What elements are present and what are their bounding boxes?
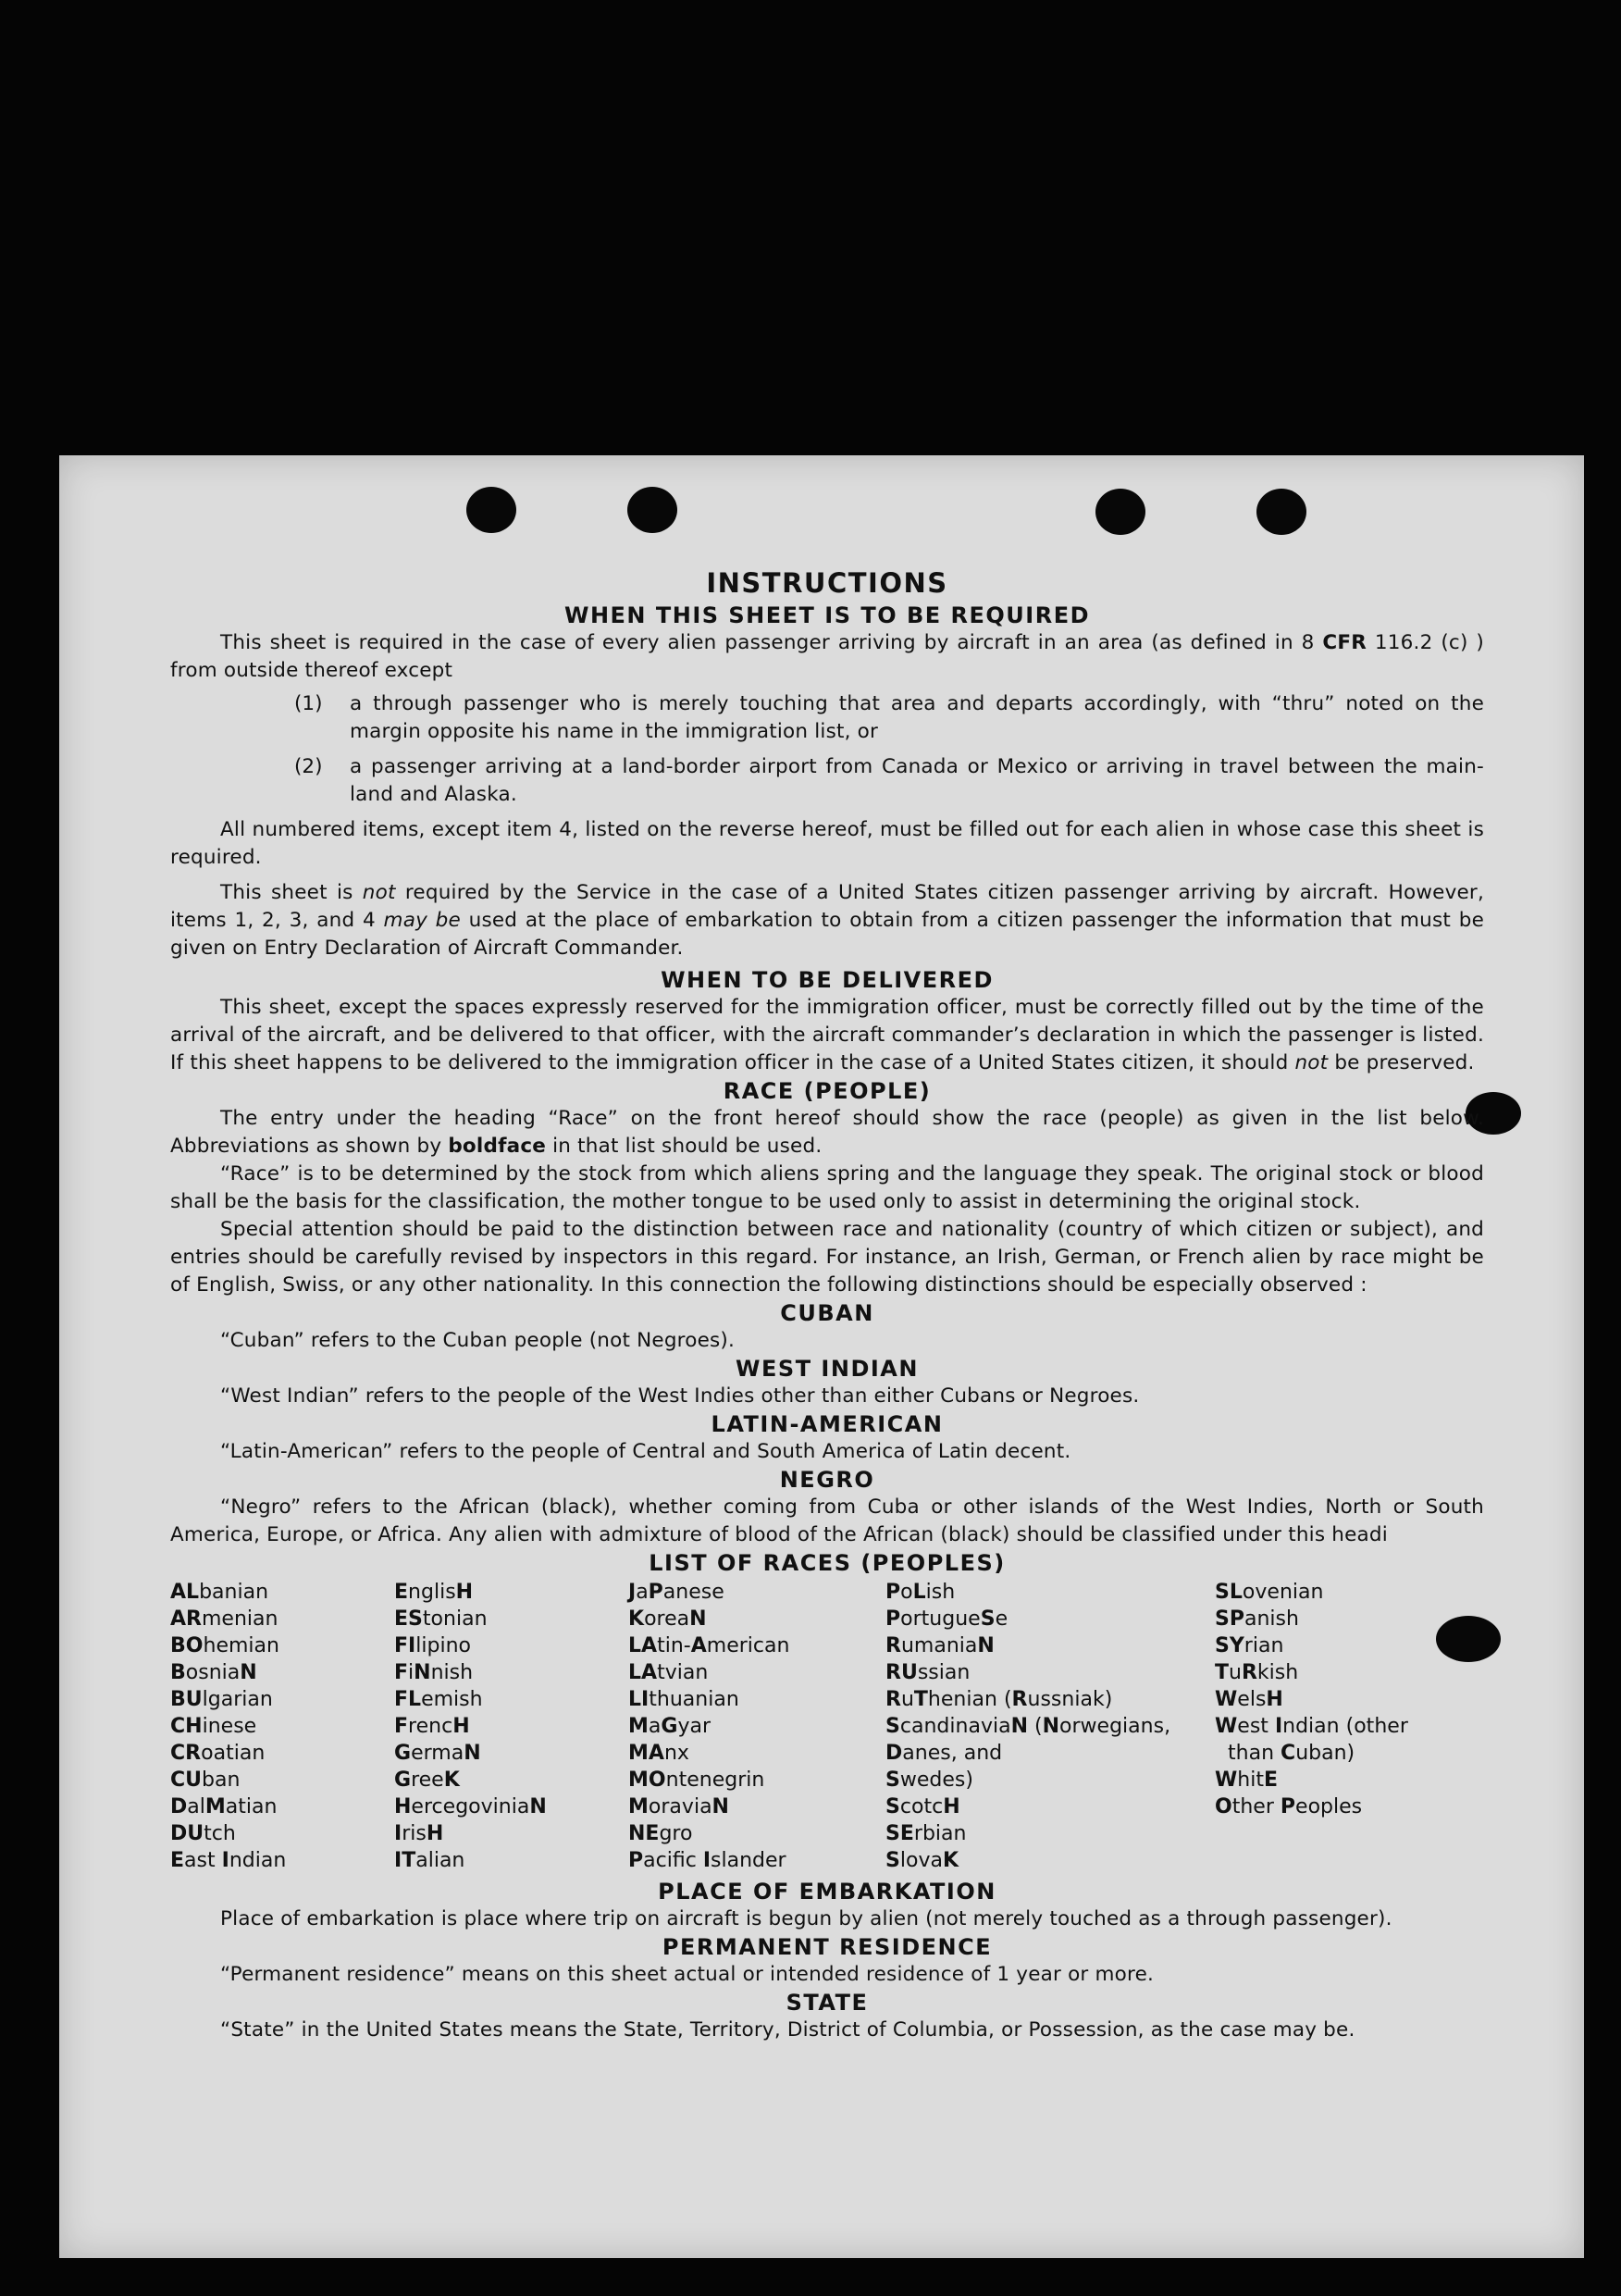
punch-hole (627, 487, 677, 533)
text-span: 116.2 (c) ) from outside thereof except (170, 631, 1484, 682)
race-item: BosniaN (170, 1661, 257, 1684)
races-column (628, 1579, 885, 1874)
race-item: RumaniaN (885, 1634, 995, 1657)
race-item: Other Peoples (1215, 1795, 1363, 1818)
race-item: than Cuban) (1228, 1742, 1355, 1765)
race-item: EStonian (394, 1607, 488, 1631)
heading-state: STATE (786, 1990, 869, 2016)
text-span-bold: boldface (448, 1135, 547, 1158)
heading-latin-american: LATIN-AMERICAN (711, 1411, 944, 1437)
race-item: LIthuanian (628, 1688, 739, 1711)
text-span: The entry under the heading “Race” on the front hereof should show the race (people) as given in the list below. Abbreviations as shown by (170, 1107, 1484, 1158)
races-column (170, 1579, 394, 1874)
race-item: Swedes) (885, 1769, 973, 1792)
paragraph-delivered (170, 994, 1484, 1077)
race-item: SlovaK (885, 1849, 959, 1872)
text-span: be preserved. (1328, 1051, 1475, 1074)
heading-delivered: WHEN TO BE DELIVERED (661, 967, 994, 993)
race-item: Danes, and (885, 1742, 1003, 1765)
text-span-italic: not (362, 881, 396, 904)
exception-item-2 (170, 753, 1484, 809)
text-span-italic: not (1294, 1051, 1329, 1074)
race-item: GermaN (394, 1742, 481, 1765)
paragraph-citizen (170, 879, 1484, 962)
punch-hole (466, 487, 516, 533)
item-number: (1) (294, 692, 323, 715)
instructions-text (170, 565, 1484, 2044)
paragraph-required-intro (170, 629, 1484, 685)
race-item: ALbanian (170, 1581, 269, 1604)
race-item: SYrian (1215, 1634, 1284, 1657)
paragraph-embarkation: Place of embarkation is place where trip on aircraft is begun by alien (not merely touched as a through passenger). (220, 1907, 1392, 1930)
paragraph-west-indian: “West Indian” refers to the people of the West Indies other than either Cubans or Negroes. (220, 1384, 1140, 1408)
race-item: JaPanese (628, 1581, 724, 1604)
races-list (170, 1579, 1484, 1874)
race-item: BUlgarian (170, 1688, 273, 1711)
heading-place-of-embarkation: PLACE OF EMBARKATION (658, 1879, 996, 1905)
race-item: SLovenian (1215, 1581, 1324, 1604)
race-item: KoreaN (628, 1607, 707, 1631)
race-item: FiNnish (394, 1661, 474, 1684)
paragraph-numbered-items: All numbered items, except item 4, listed on the reverse hereof, must be filled out for each alien in whose case this sheet is required. (170, 818, 1484, 869)
text-span: This sheet, except the spaces expressly reserved for the immigration officer, must be correctly filled out by the time of the arrival of the aircraft, and be delivered to that officer, with the aircraft commander’s declaration in which the passenger is listed. If this sheet happens to be delivered to the immigration officer in the case of a United States citizen, it should (170, 996, 1484, 1074)
race-item: LAtin-American (628, 1634, 790, 1657)
paragraph-state: “State” in the United States means the State, Territory, District of Columbia, or Possession, as the case may be. (220, 2018, 1355, 2042)
race-item: DUtch (170, 1822, 236, 1845)
race-item: ITalian (394, 1849, 465, 1872)
heading-permanent-residence: PERMANENT RESIDENCE (662, 1934, 993, 1960)
text-span: This sheet is (220, 881, 363, 904)
race-item: LAtvian (628, 1661, 709, 1684)
heading-negro: NEGRO (779, 1467, 875, 1493)
race-item: FrencH (394, 1715, 470, 1738)
race-item: Pacifc Islander (628, 1849, 786, 1872)
paragraph-negro: “Negro” refers to the African (black), whether coming from Cuba or other islands of the West Indies, North or South America, Europe, or Africa. Any alien with admixture of blood of the African (black) should be classified under this headi (170, 1496, 1484, 1546)
race-item: CUban (170, 1769, 241, 1792)
text-span: required by the Service in the case of a United States citizen passenger arriving by aircraft. However, items 1, 2, 3, and 4 (170, 881, 1485, 932)
race-item: GreeK (394, 1769, 460, 1792)
race-item: EnglisH (394, 1581, 474, 1604)
race-item: RUssian (885, 1661, 971, 1684)
document-page (59, 455, 1584, 2258)
race-item: ScandinaviaN (Norwegians, (885, 1715, 1171, 1738)
race-item: TuRkish (1215, 1661, 1299, 1684)
race-item: PortugueSe (885, 1607, 1008, 1631)
paragraph-cuban: “Cuban” refers to the Cuban people (not Negroes). (220, 1329, 736, 1352)
race-item: MAnx (628, 1742, 689, 1765)
race-item: ScotcH (885, 1795, 960, 1818)
text-span: This sheet is required in the case of every alien passenger arriving by aircraft in an area (as defined in 8 (220, 631, 1323, 654)
race-item: FIlipino (394, 1634, 471, 1657)
race-item: FLemish (394, 1688, 483, 1711)
race-item: NEgro (628, 1822, 693, 1845)
heading-list-of-races: LIST OF RACES (PEOPLES) (649, 1550, 1006, 1576)
paragraph-race-stock: “Race” is to be determined by the stock from which aliens spring and the language they speak. The original stock or blood shall be the basis for the classification, the mother tongue to be used only to assist in determining the original stock. (170, 1162, 1484, 1213)
item-text: a through passenger who is merely touching that area and departs accordingly, with “thru” noted on the margin opposite his name in the immigration list, or (350, 692, 1484, 743)
heading-race: RACE (PEOPLE) (723, 1078, 932, 1104)
race-item: BOhemian (170, 1634, 279, 1657)
item-number: (2) (294, 755, 323, 778)
page-title: INSTRUCTIONS (706, 567, 948, 599)
race-item: MOntenegrin (628, 1769, 765, 1792)
item-text: a passenger arriving at a land-border airport from Canada or Mexico or arriving in travel between the main-land and Alaska. (350, 755, 1484, 806)
text-span-italic: may be (383, 909, 461, 932)
race-item: ARmenian (170, 1607, 278, 1631)
race-item: CHinese (170, 1715, 257, 1738)
heading-required: WHEN THIS SHEET IS TO BE REQUIRED (563, 602, 1091, 628)
race-item: PoLish (885, 1581, 956, 1604)
race-item: RuThenian (Russniak) (885, 1688, 1113, 1711)
race-item: West Indian (other (1215, 1715, 1408, 1738)
text-span: in that list should be used. (546, 1135, 823, 1158)
race-item: HercegoviniaN (394, 1795, 547, 1818)
text-span-bold: CFR (1322, 631, 1367, 654)
heading-cuban: CUBAN (780, 1300, 874, 1326)
paragraph-race-nationality: Special attention should be paid to the distinction between race and nationality (country of which citizen or subject), and entries should be carefully revised by inspectors in this regard. For instance, an Irish, German, or French alien by race might be of English, Swiss, or any other nationality. In this connection the following distinctions should be especially observed : (170, 1218, 1484, 1297)
race-item: SPanish (1215, 1607, 1299, 1631)
race-item: MaGyar (628, 1715, 712, 1738)
race-item: IrisH (394, 1822, 444, 1845)
text-span: used at the place of embarkation to obtain from a citizen passenger the information that must be given on Entry Declaration of Aircraft Commander. (170, 909, 1484, 960)
races-column (885, 1579, 1215, 1874)
punch-hole (1256, 489, 1306, 535)
paragraph-latin-american: “Latin-American” refers to the people of Central and South America of Latin decent. (220, 1440, 1071, 1463)
race-item: SErbian (885, 1822, 967, 1845)
exception-item-1 (170, 690, 1484, 746)
race-item: WelsH (1215, 1688, 1283, 1711)
punch-hole (1095, 489, 1145, 535)
paragraph-race-entry (170, 1105, 1484, 1160)
race-item: CRoatian (170, 1742, 266, 1765)
races-column (1215, 1579, 1474, 1874)
races-column (394, 1579, 628, 1874)
paragraph-residence: “Permanent residence” means on this sheet actual or intended residence of 1 year or more. (220, 1963, 1155, 1986)
race-item: MoraviaN (628, 1795, 729, 1818)
heading-west-indian: WEST INDIAN (736, 1356, 919, 1382)
race-item: DalMatian (170, 1795, 278, 1818)
race-item: WhitE (1215, 1769, 1279, 1792)
race-item: East Indian (170, 1849, 287, 1872)
